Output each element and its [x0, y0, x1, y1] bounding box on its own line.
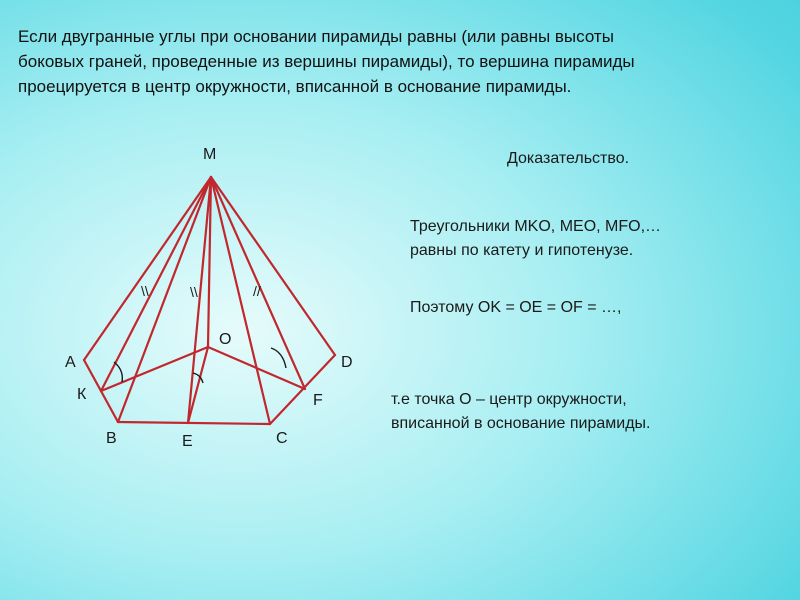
tick-mark-ME: \\ — [190, 284, 198, 300]
angle-arc-F — [271, 348, 286, 368]
triangles-statement — [410, 215, 661, 263]
label-K: К — [77, 386, 87, 403]
triangles-line-2: равны по катету и гипотенузе. — [410, 242, 634, 259]
edge-MC — [211, 177, 270, 424]
label-D: D — [341, 354, 353, 371]
conclusion-line-2: вписанной в основание пирамиды. — [391, 415, 651, 432]
label-O: O — [219, 331, 232, 348]
label-C: C — [276, 430, 288, 447]
theorem-line-2: боковых граней, проведенные из вершины пирамиды), то вершина пирамиды — [18, 52, 635, 71]
label-E: E — [182, 433, 193, 450]
theorem-line-3: проецируется в центр окружности, вписанной в основание пирамиды. — [18, 77, 572, 96]
triangles-line-1: Треугольники MKO, MEO, MFO,… — [410, 218, 662, 235]
proof-title: Доказательство. — [507, 150, 630, 167]
label-F: F — [313, 392, 323, 409]
label-B: B — [106, 430, 117, 447]
label-A: A — [65, 354, 76, 371]
tick-mark-MF: // — [253, 283, 261, 299]
tick-mark-MK: \\ — [141, 283, 149, 299]
equality-statement: Поэтому OK = OE = OF = …, — [410, 299, 622, 316]
base-edge-BC — [118, 422, 270, 424]
conclusion-line-1: т.е точка О – центр окружности, — [391, 391, 627, 408]
conclusion-statement — [391, 388, 650, 436]
theorem-line-1: Если двугранные углы при основании пирамиды равны (или равны высоты — [18, 27, 614, 46]
base-edge-CD — [270, 355, 335, 424]
label-M: M — [203, 146, 217, 163]
edge-MD — [211, 177, 335, 355]
radius-OF — [208, 347, 305, 389]
edge-MA — [84, 177, 211, 360]
